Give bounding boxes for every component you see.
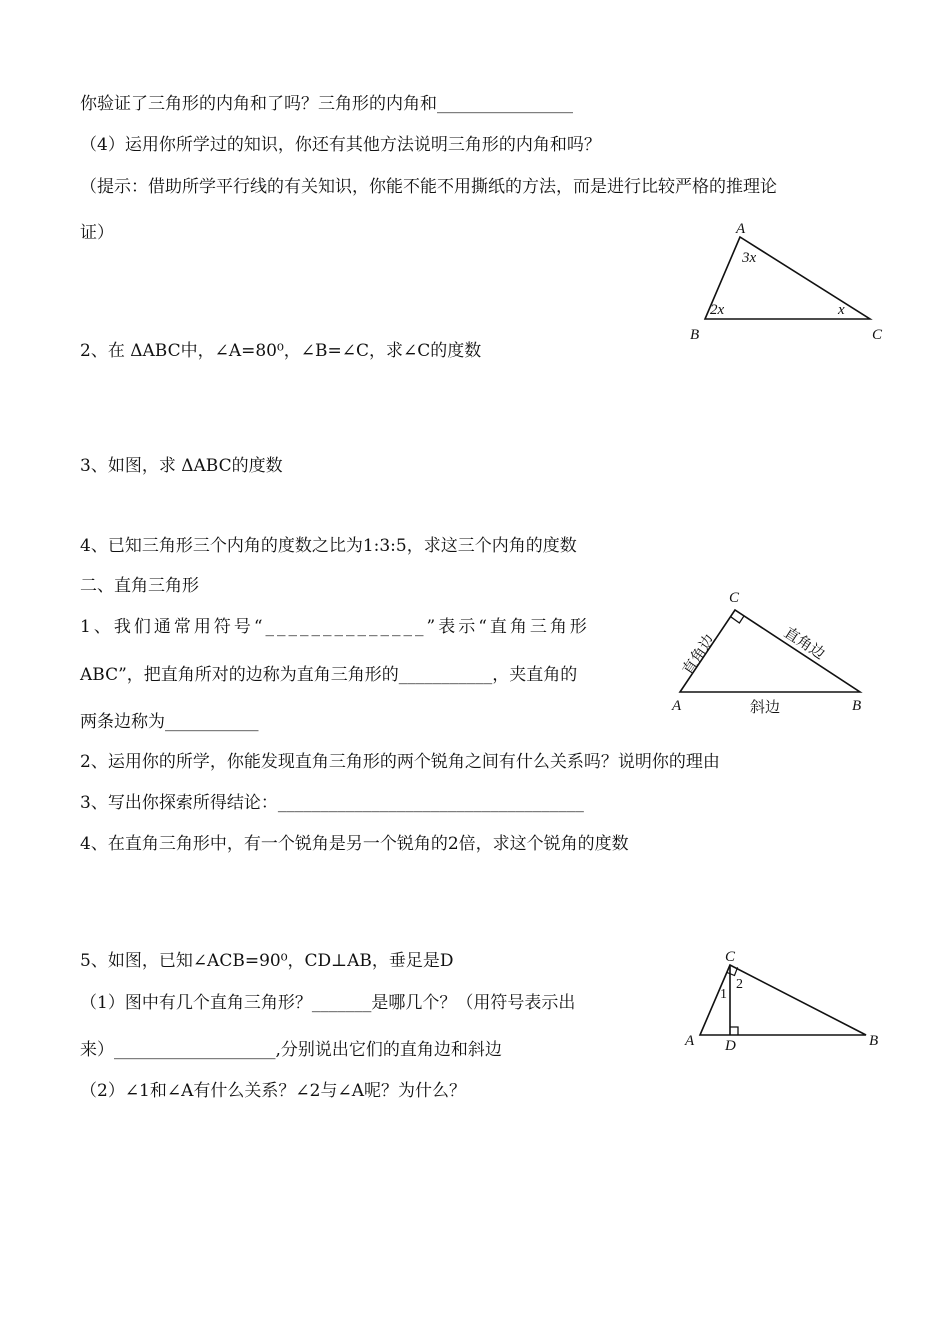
vertex-label-d: D — [725, 1038, 736, 1054]
section-heading-right-triangle: 二、直角三角形 — [80, 576, 199, 596]
altitude-figure — [680, 943, 895, 1058]
vertex-label-c: C — [872, 327, 883, 343]
text-line-17: 来）___________________,分别说出它们的直角边和斜边 — [80, 1040, 502, 1060]
vertex-label-a: A — [736, 221, 746, 237]
hypotenuse-label: 斜边 — [750, 700, 781, 716]
text-line-13: 3、写出你探索所得结论：____________________________________ — [80, 793, 584, 813]
angle-label-1: 1 — [720, 987, 727, 1002]
text-line-1: 你验证了三角形的内角和了吗？三角形的内角和________________ — [80, 94, 573, 114]
vertex-label-a: A — [672, 698, 682, 714]
text-line-9: 1、我们通常用符号“______________”表示“直角三角形 — [80, 617, 590, 637]
vertex-label-b: B — [690, 327, 700, 343]
vertex-label-c: C — [729, 590, 740, 606]
angle-label-b: 2x — [710, 302, 725, 318]
text-line-15: 5、如图，已知∠ACB=90⁰，CD⊥AB，垂足是D — [80, 951, 454, 971]
vertex-label-b: B — [852, 698, 862, 714]
angle-label-a: 3x — [742, 250, 757, 266]
text-line-12: 2、运用你的所学，你能发现直角三角形的两个锐角之间有什么关系吗？说明你的理由 — [80, 752, 720, 772]
text-line-5: 2、在 ΔABC中，∠A=80⁰，∠B=∠C，求∠C的度数 — [80, 341, 482, 361]
vertex-label-b: B — [869, 1033, 879, 1049]
text-line-11: 两条边称为___________ — [80, 712, 259, 732]
text-line-10: ABC”，把直角所对的边称为直角三角形的___________，夹直角的 — [80, 665, 578, 685]
leg-label-right: 直角边 — [780, 624, 828, 663]
angle-label-2: 2 — [736, 977, 743, 992]
vertex-label-c: C — [725, 949, 736, 965]
text-line-18: （2）∠1和∠A有什么关系？∠2与∠A呢？为什么？ — [80, 1081, 466, 1101]
text-line-16: （1）图中有几个直角三角形？_______是哪几个？（用符号表示出 — [80, 993, 576, 1013]
right-triangle-figure — [665, 585, 880, 720]
text-line-6: 3、如图，求 ΔABC的度数 — [80, 456, 283, 476]
text-line-7: 4、已知三角形三个内角的度数之比为1:3:5，求这三个内角的度数 — [80, 536, 577, 556]
text-line-4: 证） — [80, 223, 114, 243]
text-line-3: （提示：借助所学平行线的有关知识，你能不能不用撕纸的方法，而是进行比较严格的推理论 — [80, 177, 777, 197]
leg-label-left: 直角边 — [680, 631, 719, 679]
angle-label-c: x — [838, 302, 845, 318]
triangle-angles-figure — [680, 215, 900, 350]
vertex-label-a: A — [685, 1033, 695, 1049]
text-line-14: 4、在直角三角形中，有一个锐角是另一个锐角的2倍，求这个锐角的度数 — [80, 834, 629, 854]
text-line-2: （4）运用你所学过的知识，你还有其他方法说明三角形的内角和吗？ — [80, 135, 601, 155]
